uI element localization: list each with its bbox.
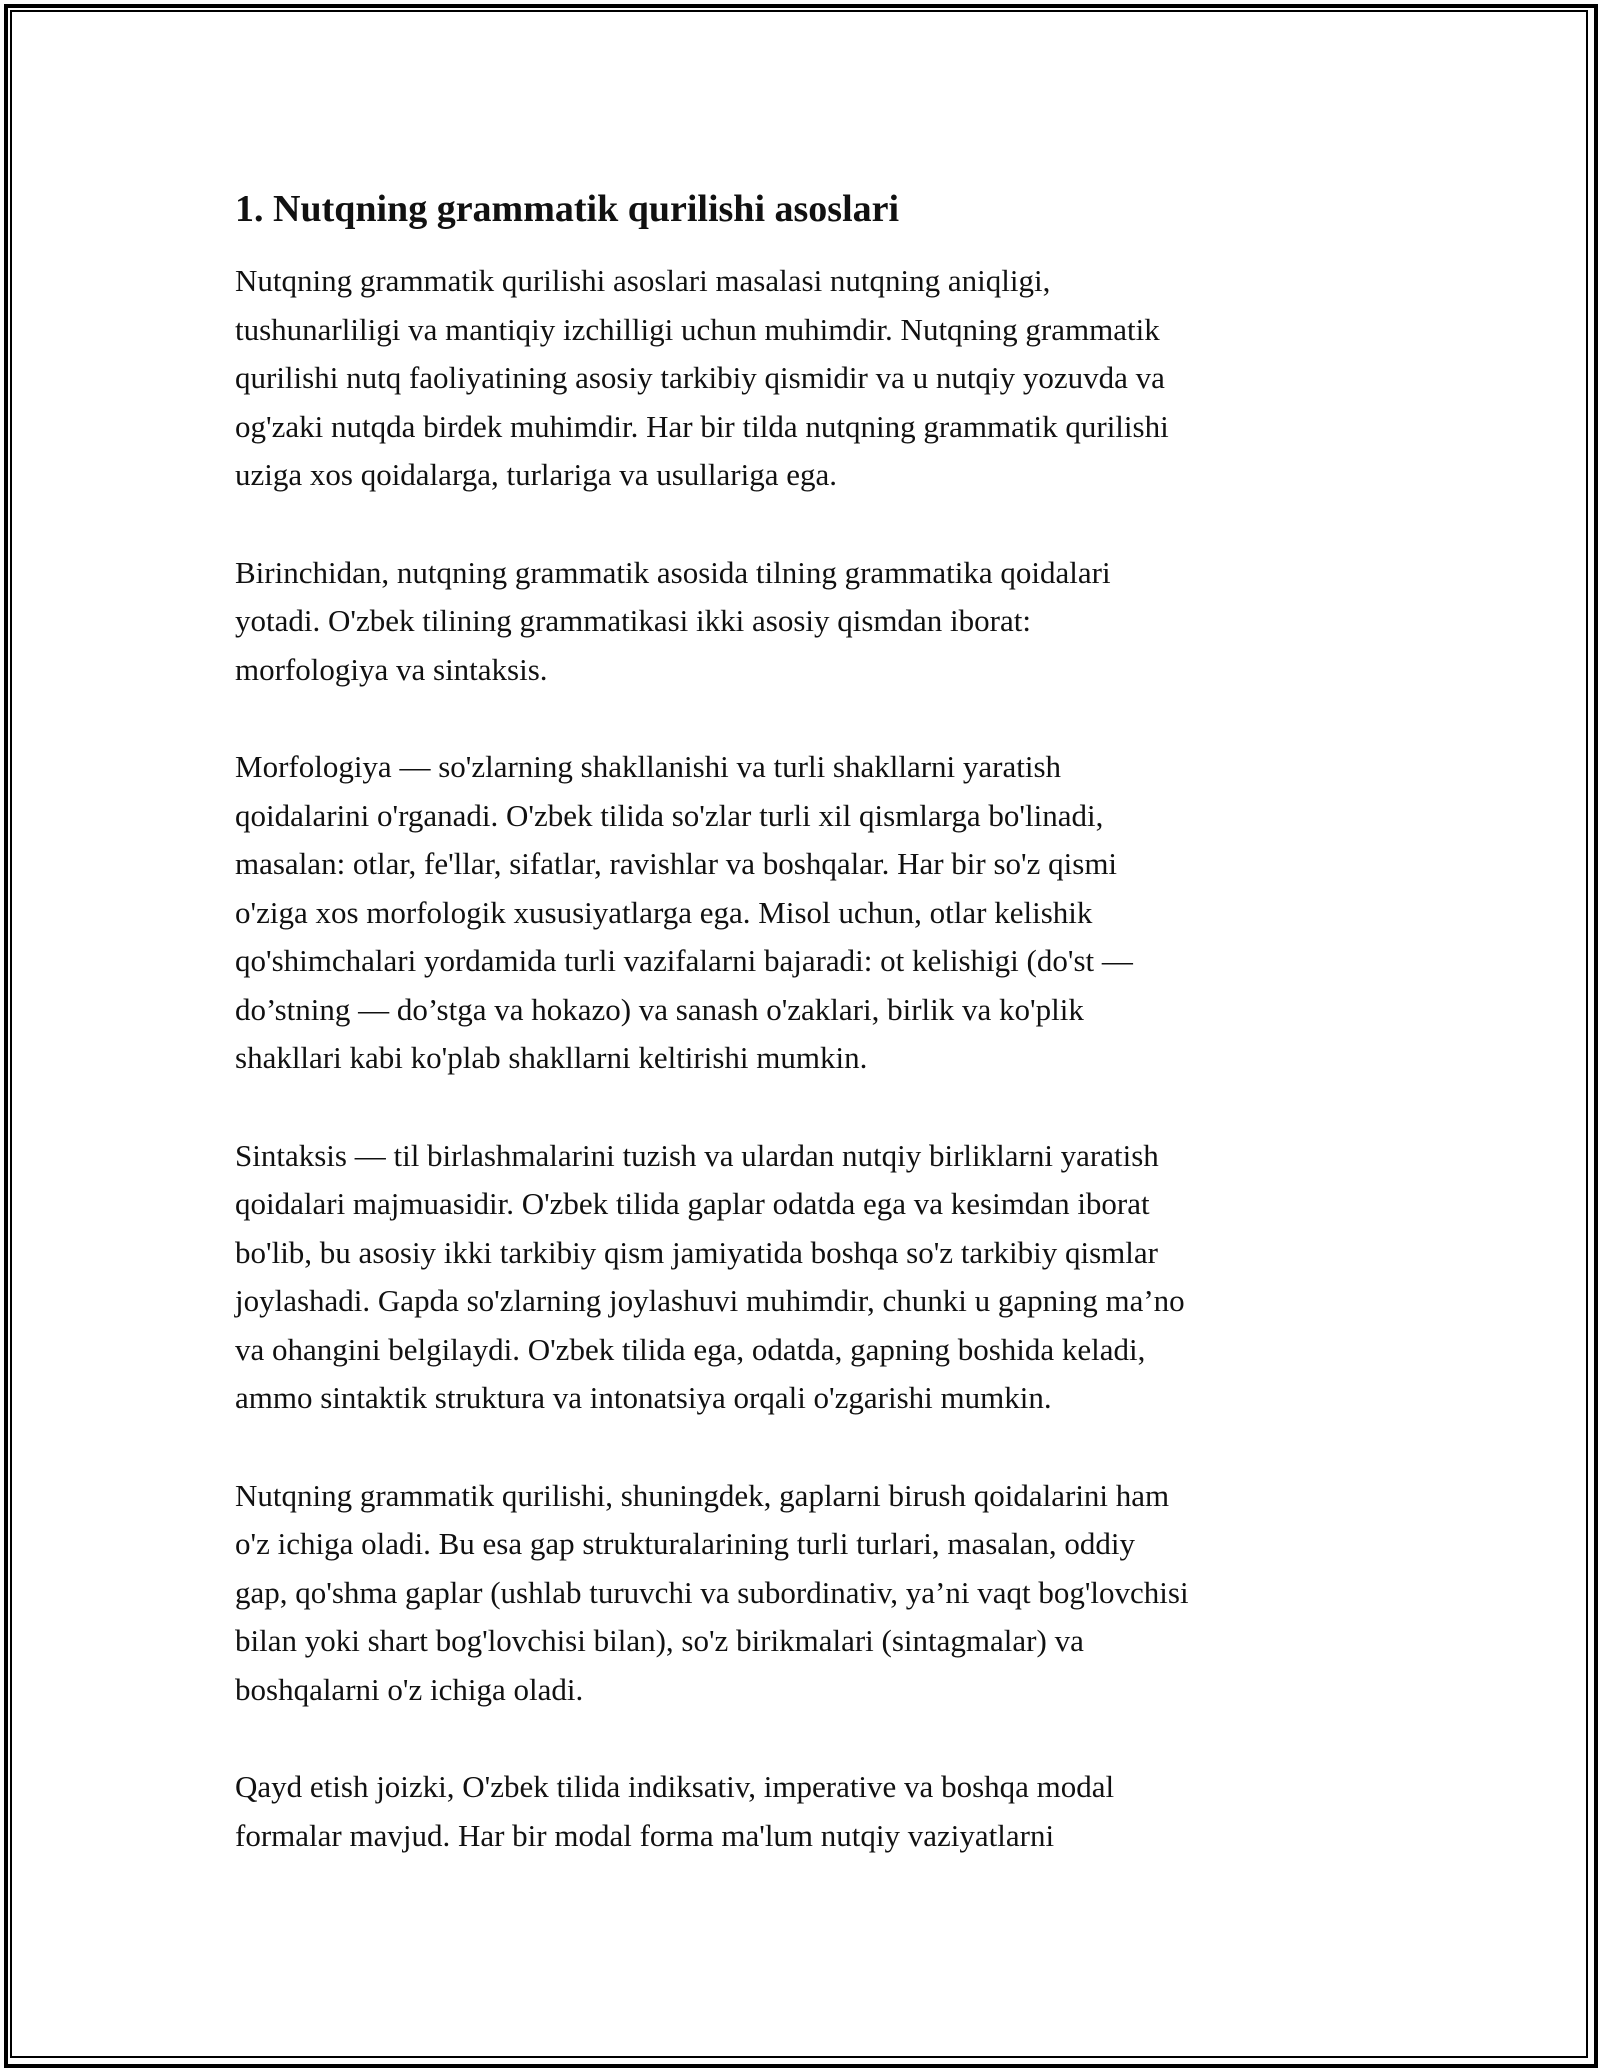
- paragraph: [235, 549, 1375, 695]
- paragraph-line: Birinchidan, nutqning grammatik asosida tilning grammatika qoidalari: [235, 554, 1111, 590]
- paragraph-line: Morfologiya — so'zlarning shakllanishi va turli shakllarni yaratish: [235, 749, 1062, 784]
- paragraph: [235, 1763, 1375, 1860]
- paragraph-line: ammo sintaktik struktura va intonatsiya orqali o'zgarishi mumkin.: [235, 1380, 1052, 1415]
- paragraph-line: gap, qo'shma gaplar (ushlab turuvchi va subordinativ, ya’ni vaqt bog'lovchisi: [235, 1574, 1189, 1610]
- paragraph-line: yotadi. O'zbek tilining grammatikasi ikki asosiy qismdan iborat:: [235, 603, 1031, 638]
- paragraph-line: joylashadi. Gapda so'zlarning joylashuvi muhimdir, chunki u gapning ma’no: [235, 1283, 1185, 1318]
- paragraph-list: [235, 257, 1375, 1860]
- paragraph: [235, 257, 1375, 500]
- paragraph-line: Nutqning grammatik qurilishi, shuningdek, gaplarni birush qoidalarini ham: [235, 1477, 1170, 1513]
- document-body: [235, 186, 1375, 1909]
- paragraph-line: Nutqning grammatik qurilishi asoslari masalasi nutqning aniqligi,: [235, 263, 1051, 298]
- paragraph-line: formalar mavjud. Har bir modal forma ma'lum nutqiy vaziyatlarni: [235, 1817, 1055, 1853]
- paragraph-line: bilan yoki shart bog'lovchisi bilan), so'z birikmalari (sintagmalar) va: [235, 1623, 1084, 1658]
- paragraph-line: shakllari kabi ko'plab shakllarni keltirishi mumkin.: [235, 1040, 868, 1075]
- paragraph-line: va ohangini belgilaydi. O'zbek tilida ega, odatda, gapning boshida keladi,: [235, 1331, 1146, 1367]
- paragraph-line: uziga xos qoidalarga, turlariga va usullariga ega.: [235, 457, 837, 492]
- paragraph-line: qurilishi nutq faoliyatining asosiy tarkibiy qismidir va u nutqiy yozuvda va: [235, 360, 1165, 395]
- section-heading: 1. Nutqning grammatik qurilishi asoslari: [235, 188, 900, 230]
- paragraph-line: og'zaki nutqda birdek muhimdir. Har bir tilda nutqning grammatik qurilishi: [235, 408, 1169, 444]
- paragraph-line: o'z ichiga oladi. Bu esa gap strukturalarining turli turlari, masalan, oddiy: [235, 1526, 1136, 1561]
- paragraph: [235, 1472, 1375, 1715]
- paragraph-line: boshqalarni o'z ichiga oladi.: [235, 1671, 584, 1707]
- paragraph-line: qoidalarini o'rganadi. O'zbek tilida so'zlar turli xil qismlarga bo'linadi,: [235, 797, 1104, 833]
- paragraph-line: Qayd etish joizki, O'zbek tilida indiksativ, imperative va boshqa modal: [235, 1769, 1115, 1804]
- paragraph-line: qoidalari majmuasidir. O'zbek tilida gaplar odatda ega va kesimdan iborat: [235, 1186, 1150, 1221]
- paragraph-line: bo'lib, bu asosiy ikki tarkibiy qism jamiyatida boshqa so'z tarkibiy qismlar: [235, 1234, 1158, 1270]
- paragraph-line: o'ziga xos morfologik xususiyatlarga ega. Misol uchun, otlar kelishik: [235, 894, 1093, 930]
- paragraph-line: masalan: otlar, fe'llar, sifatlar, ravishlar va boshqalar. Har bir so'z qismi: [235, 846, 1118, 881]
- paragraph-line: morfologiya va sintaksis.: [235, 651, 548, 687]
- paragraph: [235, 1132, 1375, 1423]
- paragraph-line: qo'shimchalari yordamida turli vazifalarni bajaradi: ot kelishigi (do'st —: [235, 943, 1133, 978]
- paragraph-line: do’stning — do’stga va hokazo) va sanash o'zaklari, birlik va ko'plik: [235, 991, 1084, 1027]
- paragraph-line: Sintaksis — til birlashmalarini tuzish va ulardan nutqiy birliklarni yaratish: [235, 1137, 1159, 1173]
- paragraph: [235, 743, 1375, 1083]
- paragraph-line: tushunarliligi va mantiqiy izchilligi uchun muhimdir. Nutqning grammatik: [235, 311, 1160, 347]
